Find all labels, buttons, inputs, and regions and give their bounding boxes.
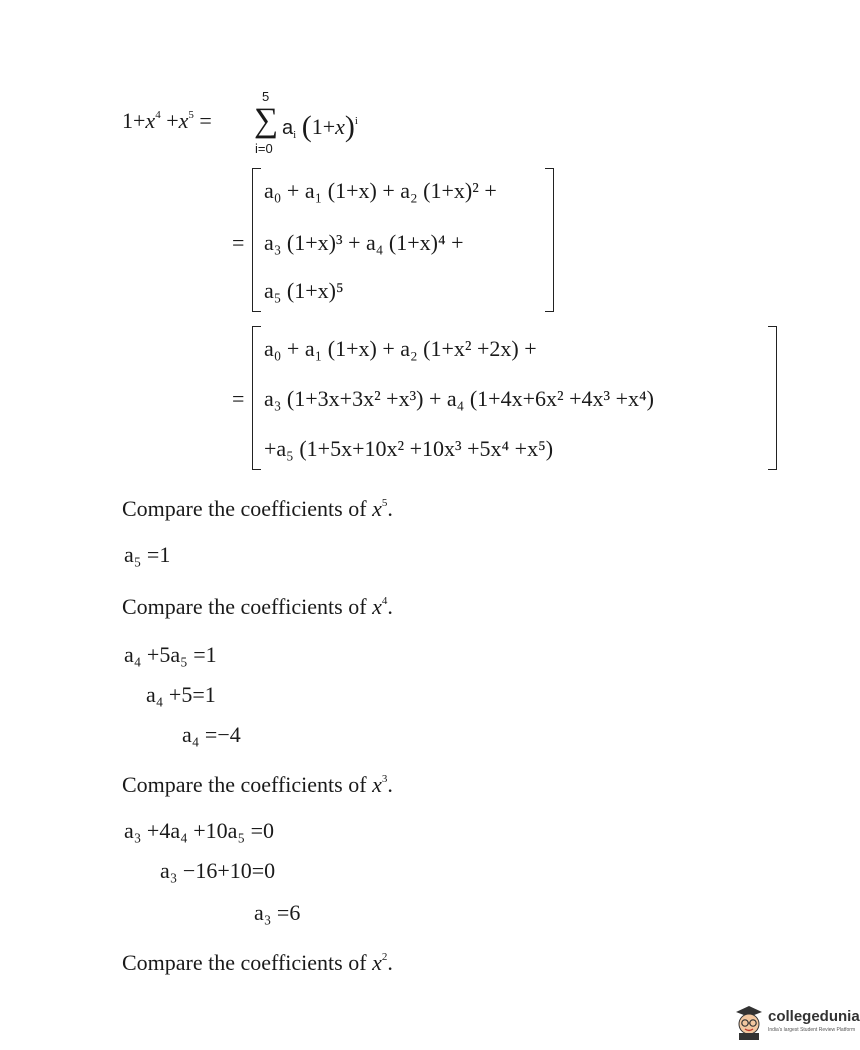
block2-line1: a₀ + a₁ (1+x) + a₂ (1+x² +2x) + — [264, 336, 537, 361]
equals-sign: = — [232, 386, 245, 411]
equation-expansion: $1+x^4 +x^5$ = — [122, 108, 212, 133]
step-a4-3: a₄ =−4 — [182, 722, 241, 747]
step-a5: a₅ =1 — [124, 542, 171, 567]
summation-symbol: ∑ — [254, 102, 279, 139]
step-a4-2: a₄ +5=1 — [146, 682, 216, 707]
step-a4-1: a₄ +5a₅ =1 — [124, 642, 217, 667]
summation-lower-limit: i=0 — [255, 141, 273, 156]
block1-line3: a₅ (1+x)⁵ — [264, 278, 344, 303]
block1-line1: a₀ + a₁ (1+x) + a₂ (1+x)² + — [264, 178, 497, 203]
compare-heading-x5: Compare the coefficients of $x^5$. — [122, 496, 393, 521]
block2-line2: a₃ (1+3x+3x² +x³) + a₄ (1+4x+6x² +4x³ +x⁴) — [264, 386, 654, 411]
logo-wordmark: collegedunia — [768, 1008, 860, 1025]
left-bracket — [252, 326, 261, 470]
right-bracket — [545, 168, 554, 312]
summation-upper-limit: 5 — [262, 89, 270, 104]
step-a3-2: a₃ −16+10=0 — [160, 858, 276, 883]
step-a3-1: a₃ +4a₄ +10a₅ =0 — [124, 818, 275, 843]
summation-term: $a_i$ $(1+x)^i$ — [282, 110, 358, 143]
compare-heading-x2: Compare the coefficients of $x^2$. — [122, 950, 393, 975]
right-bracket — [768, 326, 777, 470]
block2-line3: +a₅ (1+5x+10x² +10x³ +5x⁴ +x⁵) — [264, 436, 554, 461]
block1-line2: a₃ (1+x)³ + a₄ (1+x)⁴ + — [264, 230, 464, 255]
step-a3-3: a₃ =6 — [254, 900, 301, 925]
logo-tagline: India's largest Student Review Platform — [768, 1027, 856, 1033]
graduate-mascot-icon — [732, 1002, 766, 1040]
left-bracket — [252, 168, 261, 312]
equals-sign: = — [232, 230, 245, 255]
compare-heading-x4: Compare the coefficients of $x^4$. — [122, 594, 393, 619]
compare-heading-x3: Compare the coefficients of $x^3$. — [122, 772, 393, 797]
collegedunia-logo — [732, 1002, 860, 1042]
